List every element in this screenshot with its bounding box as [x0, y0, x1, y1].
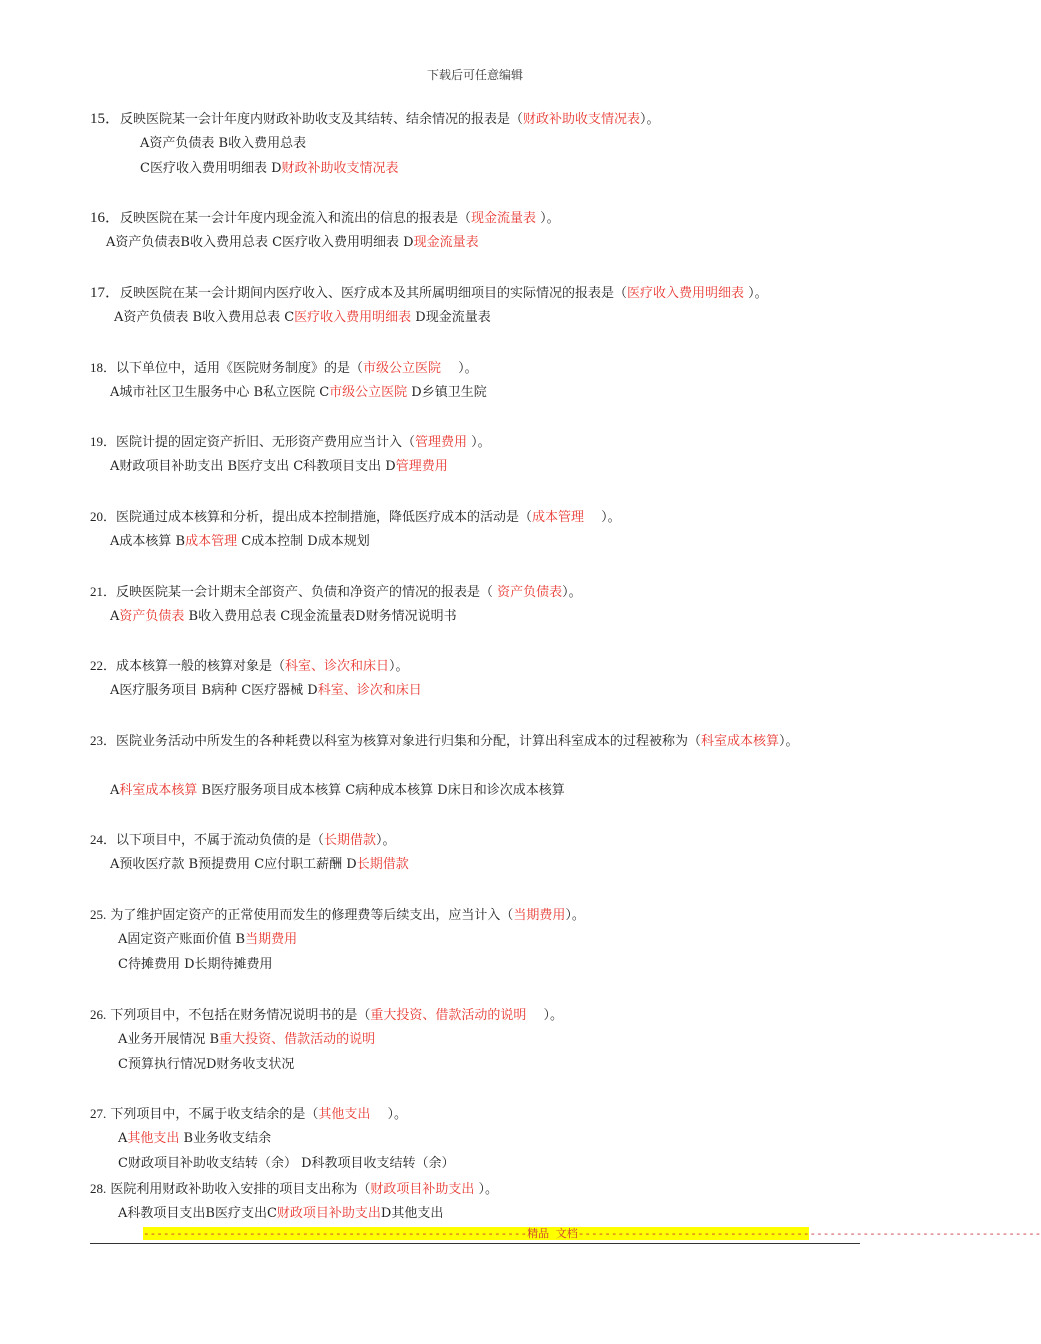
- options-line: [110, 383, 487, 403]
- option-text: A: [110, 609, 120, 624]
- question-number: 20．: [90, 509, 117, 524]
- answer: 医疗收入费用明细表: [627, 286, 745, 301]
- options-line-1: A资产负债表 B收入费用总表: [140, 136, 307, 151]
- question-text-end: ）。: [389, 659, 409, 674]
- answer: 财政补助收支情况表: [523, 112, 641, 127]
- question-number: 19．: [90, 434, 117, 449]
- option-text: A资产负债表B收入费用总表 C医疗收入费用明细表 D: [106, 235, 414, 250]
- option-text: A: [118, 1131, 128, 1146]
- question-text-end: ）。: [376, 833, 396, 848]
- question-text: 反映医院在某一会计年度内现金流入和流出的信息的报表是（: [120, 211, 472, 226]
- answer: 当期费用: [513, 908, 566, 923]
- question-text: 医院通过成本核算和分析，提出成本控制措施，降低医疗成本的活动是（: [116, 510, 533, 525]
- answer-option: 市级公立医院: [329, 385, 408, 400]
- question-number: 26.: [90, 1007, 107, 1022]
- answer-option: 重大投资、借款活动的说明: [219, 1032, 376, 1047]
- question-18: [90, 356, 860, 381]
- options-line-1: [118, 1129, 271, 1149]
- question-text-end: ）。: [370, 1107, 408, 1122]
- answer-option: 资产负债表: [119, 609, 185, 624]
- question-number: 25.: [90, 907, 107, 922]
- question-text: 反映医院某一会计年度内财政补助收支及其结转、结余情况的报表是（: [120, 112, 524, 127]
- options-line: [106, 233, 479, 253]
- question-text: 医院计提的固定资产折旧、无形资产费用应当计入（: [116, 435, 416, 450]
- option-text: A成本核算 B: [110, 534, 186, 549]
- question-text-end: ）。: [467, 435, 491, 450]
- options-line: [110, 532, 370, 552]
- question-number: 27.: [90, 1106, 107, 1121]
- question-number: 28.: [90, 1181, 107, 1196]
- question-16: [90, 206, 860, 231]
- answer-option: 财政补助收支情况表: [281, 161, 399, 176]
- question-text: 以下单位中，适用《医院财务制度》的是（: [116, 361, 364, 376]
- options-line-1: [118, 930, 297, 950]
- option-text: D其他支出: [380, 1206, 444, 1221]
- answer-option: 当期费用: [245, 932, 298, 947]
- options-line: [114, 308, 491, 328]
- footer-watermark: ----------------------------------------------------------精品 文档----------------------------------------------------------------------: [143, 1227, 1041, 1240]
- question-text: 以下项目中，不属于流动负债的是（: [116, 833, 325, 848]
- option-text: A科教项目支出B医疗支出C: [118, 1206, 277, 1221]
- answer-option: 长期借款: [356, 857, 409, 872]
- question-21: [90, 580, 860, 605]
- option-text: A预收医疗款 B预提费用 C应付职工薪酬 D: [110, 857, 357, 872]
- answer: 重大投资、借款活动的说明: [370, 1008, 527, 1023]
- question-text-end: ）。: [526, 1008, 564, 1023]
- question-text-end: ）。: [474, 1182, 499, 1197]
- option-text: B业务收支结余: [179, 1131, 272, 1146]
- answer-option: 科室、诊次和床日: [317, 683, 422, 698]
- options-line: [110, 457, 448, 477]
- question-text: 下列项目中，不属于收支结余的是（: [106, 1107, 319, 1122]
- question-text-end: ）。: [536, 211, 560, 226]
- answer-option: 现金流量表: [413, 235, 479, 250]
- answer: 成本管理: [532, 510, 585, 525]
- options-line: [110, 855, 409, 875]
- footer-rule: [90, 1243, 860, 1244]
- answer: 资产负债表: [497, 585, 563, 600]
- answer: 科室、诊次和床日: [285, 659, 390, 674]
- question-text: 下列项目中，不包括在财务情况说明书的是（: [106, 1008, 371, 1023]
- question-number: 15．: [90, 111, 121, 127]
- question-text: 成本核算一般的核算对象是（: [116, 659, 286, 674]
- question-text: 反映医院在某一会计期间内医疗收入、医疗成本及其所属明细项目的实际情况的报表是（: [120, 286, 628, 301]
- options-line: [110, 781, 565, 801]
- options-line: [110, 607, 457, 627]
- question-text-end: ）。: [744, 286, 768, 301]
- question-28: [90, 1177, 860, 1202]
- option-text: B医疗服务项目成本核算 C病种成本核算 D床日和诊次成本核算: [197, 783, 565, 798]
- options-line: [110, 681, 422, 701]
- option-text: B收入费用总表 C现金流量表D财务情况说明书: [184, 609, 457, 624]
- option-text: A医疗服务项目 B病种 C医疗器械 D: [110, 683, 318, 698]
- question-15: [90, 107, 860, 132]
- question-text-end: ）。: [565, 908, 585, 923]
- question-24: [90, 828, 860, 853]
- answer-option: 管理费用: [395, 459, 448, 474]
- option-text: A业务开展情况 B: [118, 1032, 220, 1047]
- options-line-2: C待摊费用 D长期待摊费用: [118, 957, 273, 972]
- answer-option: 医疗收入费用明细表: [294, 310, 412, 325]
- option-text: C医疗收入费用明细表 D: [140, 161, 282, 176]
- question-text-end: ）。: [779, 734, 799, 749]
- answer-option: 成本管理: [185, 534, 238, 549]
- question-text-end: ）。: [640, 112, 660, 127]
- options-line: [118, 1204, 443, 1224]
- question-text: 医院业务活动中所发生的各种耗费以科室为核算对象进行归集和分配，计算出科室成本的过程被称为（: [116, 734, 702, 749]
- question-number: 23．: [90, 733, 117, 748]
- question-number: 16．: [90, 210, 121, 226]
- answer: 科室成本核算: [701, 734, 780, 749]
- answer: 其他支出: [318, 1107, 371, 1122]
- question-text-end: ）。: [562, 585, 582, 600]
- options-line-2: C预算执行情况D财务收支状况: [118, 1057, 295, 1072]
- answer-option: 其他支出: [127, 1131, 180, 1146]
- question-26: [90, 1003, 860, 1028]
- answer: 市级公立医院: [363, 361, 442, 376]
- answer-option: 科室成本核算: [119, 783, 198, 798]
- options-line-2: C财政项目补助收支结转（余） D科教项目收支结转（余）: [118, 1156, 455, 1171]
- answer-option: 财政项目补助支出: [276, 1206, 381, 1221]
- question-number: 18．: [90, 360, 117, 375]
- question-23: [90, 729, 860, 754]
- answer: 管理费用: [415, 435, 468, 450]
- question-20: [90, 505, 860, 530]
- question-25: [90, 903, 860, 928]
- option-text: D乡镇卫生院: [407, 385, 487, 400]
- page-header: 下载后可任意编辑: [426, 68, 523, 82]
- question-text: 医院利用财政补助收入安排的项目支出称为（: [106, 1182, 371, 1197]
- question-text-end: ）。: [584, 510, 621, 525]
- option-text: C成本控制 D成本规划: [237, 534, 370, 549]
- answer: 财政项目补助支出: [370, 1182, 475, 1197]
- option-text: A: [110, 783, 120, 798]
- option-text: A固定资产账面价值 B: [118, 932, 246, 947]
- answer: 现金流量表: [471, 211, 537, 226]
- question-number: 17．: [90, 285, 121, 301]
- option-text: A城市社区卫生服务中心 B私立医院 C: [110, 385, 330, 400]
- question-text: 反映医院某一会计期末全部资产、负债和净资产的情况的报表是（: [116, 585, 498, 600]
- answer: 长期借款: [324, 833, 377, 848]
- option-text: A财政项目补助支出 B医疗支出 C科教项目支出 D: [110, 459, 396, 474]
- question-text: 为了维护固定资产的正常使用而发生的修理费等后续支出，应当计入（: [106, 908, 514, 923]
- question-22: [90, 654, 860, 679]
- question-17: [90, 281, 860, 306]
- options-line-1: [118, 1030, 375, 1050]
- question-19: [90, 430, 860, 455]
- option-text: A资产负债表 B收入费用总表 C: [114, 310, 295, 325]
- option-text: D现金流量表: [411, 310, 491, 325]
- question-number: 22．: [90, 658, 117, 673]
- question-27: [90, 1102, 860, 1127]
- question-text-end: ）。: [441, 361, 478, 376]
- question-number: 24．: [90, 832, 117, 847]
- options-line-2: [140, 159, 399, 179]
- question-number: 21．: [90, 584, 117, 599]
